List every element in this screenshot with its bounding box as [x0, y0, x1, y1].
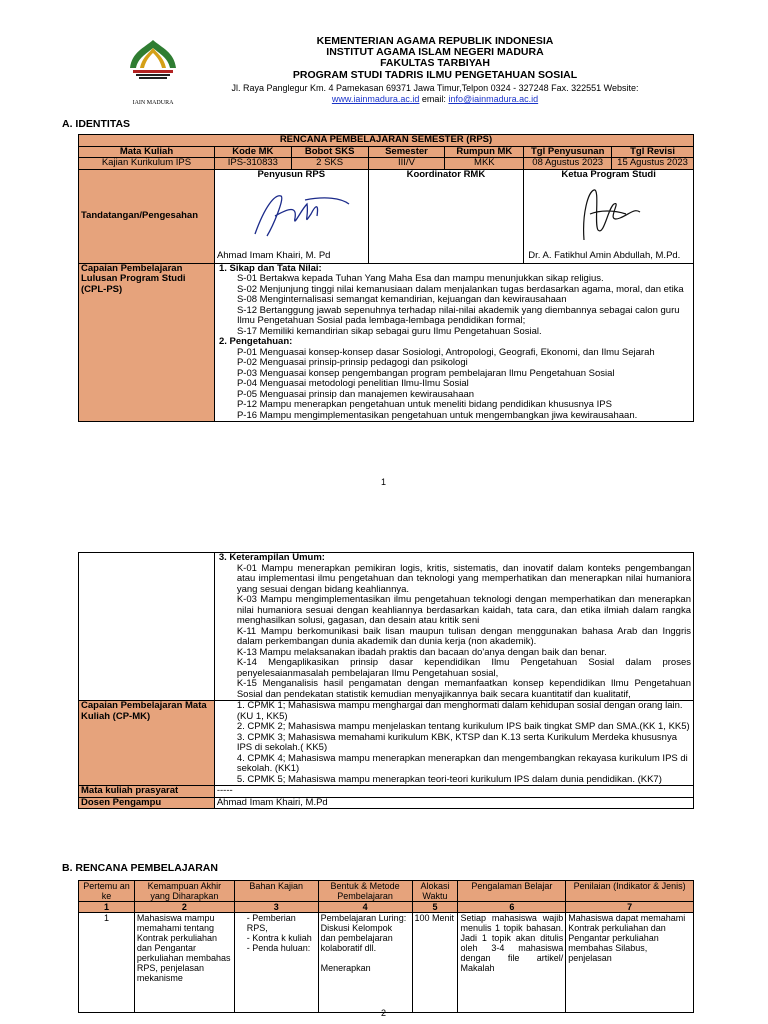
plan-row-1: 1 Mahasiswa mampu memahami tentang Kontrak perkuliahan dan Pengantar perkuliahan membahas RPS, penjelasan mekanisme - Pemberian RPS, - Kontra k kuliah - Penda huluan: Pembelajaran Luring: Diskusi Kelompok dan pembelajaran kolaboratif dll. Menerapkan 100 Menit Setiap mahasiswa wajib menulis 1 topik bahasan. Jadi 1 topik akan ditulis oleh 3-4 mahasiswa dengan file artikel/ Makalah Mahasiswa dapat memahami Kontrak perkuliahan dan Pengantar perkuliahan membahas Silabus, penjelasan [79, 913, 694, 1013]
website-link[interactable]: www.iainmadura.ac.id [331, 94, 420, 104]
cpl-item: P-01 Menguasai konsep-konsep dasar Sosiologi, Antropologi, Geografi, Ekonomi, dan Ilmu Sejarah [236, 346, 655, 358]
dosen-row [79, 797, 694, 809]
cpmk-item: 1. CPMK 1; Mahasiswa mampu menghargai dan menghormati dalam kehidupan sosial dengan orang lain. (KU 1, KK5) [236, 700, 683, 722]
dosen-label: Dosen Pengampu [79, 797, 215, 809]
cpl-item: P-04 Menguasai metodologi penelitian Ilmu-Ilmu Sosial [236, 378, 469, 389]
page-number-1: 1 [381, 477, 387, 487]
rps-title: RENCANA PEMBELAJARAN SEMESTER (RPS) [79, 135, 694, 147]
penyusun-name: Ahmad Imam Khairi, M. Pd [216, 250, 331, 261]
svg-text:IAIN MADURA: IAIN MADURA [132, 100, 174, 106]
cpl-row [79, 263, 694, 422]
cpmk-label: Capaian Pembelajaran Mata Kuliah (CP-MK) [79, 701, 215, 786]
cpl-item: P-03 Menguasai konsep pengembangan program pembelajaran Ilmu Pengetahuan Sosial [236, 367, 615, 379]
prasyarat-value: ----- [214, 786, 693, 798]
sikap-heading: 1. Sikap dan Tata Nilai: [218, 262, 322, 274]
rps-continued-table [78, 552, 694, 809]
prasyarat-label: Mata kuliah prasyarat [79, 786, 215, 798]
keterampilan-row [79, 553, 694, 701]
cpl-item: S-08 Menginternalisasi semangat kemandirian, kejuangan dan kewirausahaan [236, 294, 567, 305]
cpmk-item: 5. CPMK 5; Mahasiswa mampu menerapkan teori-teori kurikulum IPS dalam dunia pendidikan. (KK7) [236, 773, 662, 785]
sign-label: Tandatangan/Pengesahan [79, 169, 215, 263]
cpl-item: P-02 Menguasai prinsip-prinsip pedagogi dan psikologi [236, 357, 468, 368]
learning-plan-table [78, 880, 694, 1013]
contact-line: www.iainmadura.ac.id email: info@iainmadura.ac.id [331, 94, 539, 104]
cpmk-row [79, 701, 694, 786]
keterampilan-item: K-11 Mampu berkomunikasi baik lisan maupun tulisan dengan menggunakan bahasa Arab dan Inggris dalam perkembangan dunia akademik dan dunia kerja (non akademik). [236, 625, 691, 647]
cpl-item: S-02 Menjunjung tinggi nilai kemanusiaan dalam menjalankan tugas berdasarkan agama, moral, dan etika [236, 283, 684, 295]
page-number-2: 2 [381, 1008, 387, 1018]
cpmk-item: 2. CPMK 2; Mahasiswa mampu menjelaskan tentang kurikulum IPS baik tingkat SMP dan SMA.(KK 1, KK5) [236, 721, 690, 732]
keterampilan-item: K-14 Mengaplikasikan prinsip dasar kependidikan Ilmu Pengetahuan Sosial dalam proses penyelesaianmasalah pembelajaran Ilmu Pengetahuan sosial, [236, 657, 691, 679]
penyusun-label: Penyusun RPS [257, 168, 326, 180]
cpl-item: S-12 Bertanggung jawab sepenuhnya terhadap nilai-nilai akademik yang diembannya sebagai calon guru [236, 304, 680, 316]
section-a-title: A. IDENTITAS [62, 118, 131, 130]
cpl-item: S-17 Memiliki kemandirian sikap sebagai guru Ilmu Pengetahuan Sosial. [236, 325, 542, 337]
cpmk-item: 3. CPMK 3; Mahasiswa memahami kurikulum KBK, KTSP dan K.13 serta Kurikulum Merdeka khususnya IPS di sekolah.( KK5) [236, 731, 678, 753]
kaprodi-label: Ketua Program Studi [561, 168, 656, 180]
cpl-item: P-12 Mampu menerapkan pengetahuan untuk meneliti bidang pendidikan khususnya IPS [236, 399, 612, 410]
kaprodi-signature [564, 184, 644, 244]
cpl-item: S-01 Bertakwa kepada Tuhan Yang Maha Esa dan mampu menunjukkan sikap religius. [236, 273, 604, 284]
cpl-label: Capaian Pembelajaran Lulusan Program Studi (CPL-PS) [79, 263, 215, 422]
ministry-name: KEMENTERIAN AGAMA REPUBLIK INDONESIA [316, 35, 554, 47]
address-line: Jl. Raya Panglegur Km. 4 Pamekasan 69371 Jawa Timur,Telpon 0324 - 327248 Fax. 322551 Website: [231, 83, 639, 93]
email-link[interactable]: info@iainmadura.ac.id [448, 94, 539, 104]
keterampilan-item: K-01 Mampu menerapkan pemikiran logis, kritis, sistematis, dan inovatif dalam konteks pengembangan atau implementasi ilmu pengetahuan dan teknologi yang memperhatikan dan menerapkan nilai humaniora yang sesuai dengan bidang keahliannya. [236, 562, 691, 595]
dosen-value: Ahmad Imam Khairi, M.Pd [214, 797, 693, 809]
rps-identity-table [78, 134, 694, 422]
keterampilan-item: K-13 Mampu melaksanakan ibadah praktis dan bacaan do'anya dengan baik dan benar. [236, 646, 607, 658]
rps-header-row: Mata Kuliah Kode MK Bobot SKS Semester Rumpun MK Tgl Penyusunan Tgl Revisi [79, 146, 694, 158]
rps-value-row: Kajian Kurikulum IPS IPS-310833 2 SKS III/V MKK 08 Agustus 2023 15 Agustus 2023 [79, 158, 694, 170]
cpmk-item: 4. CPMK 4; Mahasiswa mampu menerapkan menerapkan dan mengembangkan rekayasa kurikulum IPS di sekolah. (KK1) [236, 752, 688, 774]
keterampilan-heading: 3. Keterampilan Umum: [218, 552, 325, 563]
cpl-item: P-05 Menguasai prinsip dan manajemen kewirausahaan [236, 388, 475, 400]
penyusun-signature [245, 186, 355, 241]
keterampilan-item: K-15 Menganalisis hasil pengamatan dengan memanfaatkan konsep kependidikan Ilmu Pengetahuan Sosial dan pendekatan statistik kemudian menyajikannya baik secara kuantitatif dan kualitatif, [236, 678, 691, 700]
cpl-item: Ilmu Pengetahuan Sosial pada lembaga-lembaga pendidikan formal; [236, 315, 526, 326]
pengetahuan-heading: 2. Pengetahuan: [218, 336, 293, 347]
iain-madura-logo [124, 38, 182, 108]
kaprodi-name: Dr. A. Fatikhul Amin Abdullah, M.Pd. [528, 250, 681, 261]
faculty-name: FAKULTAS TARBIYAH [380, 57, 490, 69]
plan-header-row: Pertemu an ke Kemampuan Akhir yang Diharapkan Bahan Kajian Bentuk & Metode Pembelajaran Alokasi Waktu Pengalaman Belajar Penilaian (Indikator & Jenis) [79, 881, 694, 902]
signature-row [79, 169, 694, 263]
plan-number-row: 1 2 3 4 5 6 7 [79, 902, 694, 913]
section-b-title: B. RENCANA PEMBELAJARAN [62, 862, 218, 874]
koordinator-label: Koordinator RMK [406, 168, 486, 180]
keterampilan-item: K-03 Mampu mengimplementasikan ilmu pengetahuan teknologi dengan memperhatikan dan menerapkan nilai humaniora sesuai dengan keahliannya berdasarkan kaidah, tata cara, dan etika ilmiah dalam rangka menghasilkan solusi, gagasan, dan desain atau kritik seni [236, 594, 691, 626]
institute-name: INSTITUT AGAMA ISLAM NEGERI MADURA [326, 46, 544, 58]
program-name: PROGRAM STUDI TADRIS ILMU PENGETAHUAN SOSIAL [292, 69, 578, 81]
prasyarat-row [79, 786, 694, 798]
cpl-item: P-16 Mampu mengimplementasikan pengetahuan untuk mengembangkan jiwa kewirausahaan. [236, 409, 638, 421]
